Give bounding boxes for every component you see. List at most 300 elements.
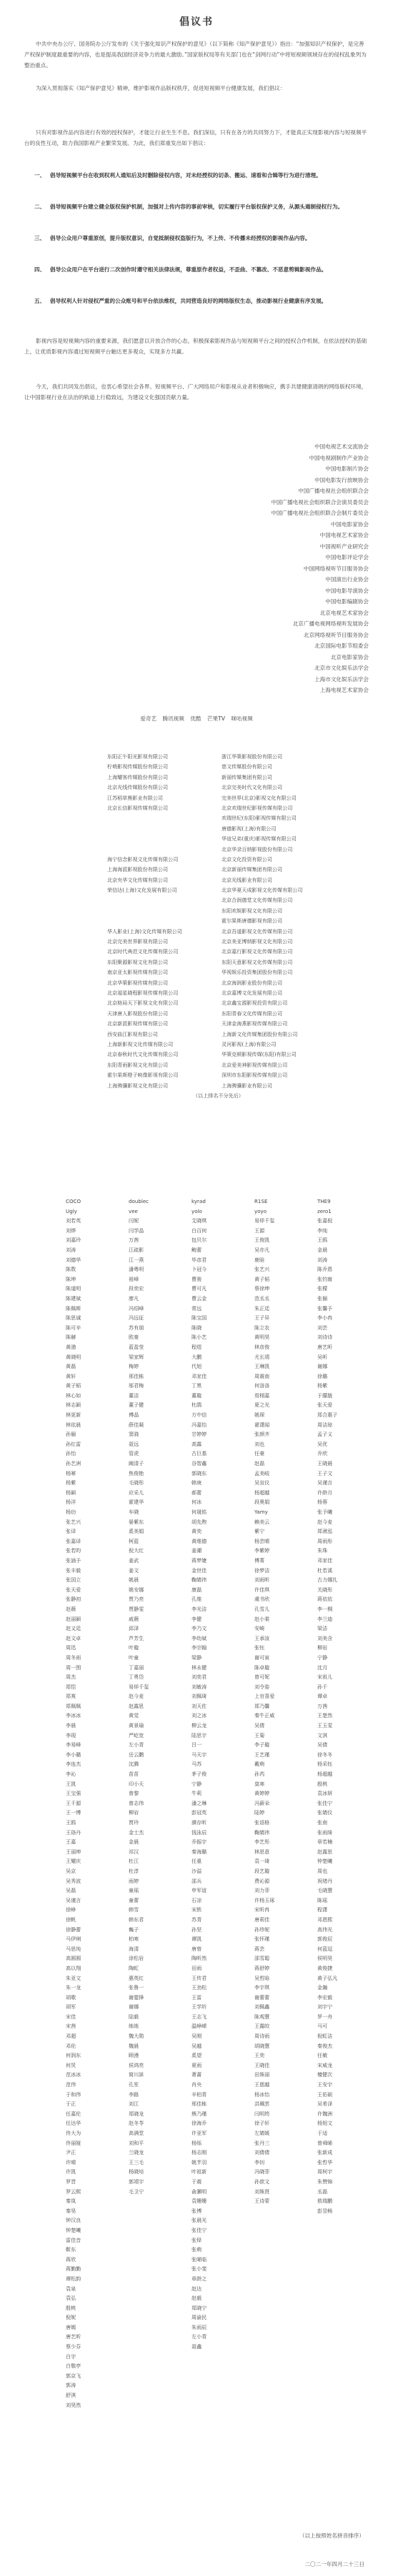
company-name: 欢瑞世纪(东阳)影视传媒有限公司: [222, 815, 297, 822]
signatory-name: 赵露思: [129, 1702, 144, 1709]
signatory-name: 王劲松: [191, 1984, 207, 1991]
company-row: [107, 773, 393, 783]
signatory-name: 冯远征: [129, 1314, 144, 1322]
signatory-name: 黄磊: [66, 1363, 76, 1370]
signatory-name: 任敏: [317, 2052, 328, 2059]
signatory-name: 姜潮: [191, 1547, 202, 1554]
signatory-name: 陈思诚: [66, 1314, 81, 1322]
company-name: 北京央华文化传媒有限公司: [107, 876, 169, 883]
proposal-number: 二、: [34, 203, 46, 210]
signatory-name: 杨紫: [66, 1479, 76, 1486]
proposal-text: 倡导公众用户尊重原创，提升版权意识，自觉抵制侵权盗版行为，不上传、不传播未经授权的影视作品内容。: [50, 235, 311, 241]
company-row: [107, 988, 393, 998]
signatory-name: 张檬: [317, 1285, 328, 1292]
signatory-name: 黄子弘凡: [317, 1974, 338, 1981]
signatory-name: 祝绪丹: [317, 1877, 333, 1884]
signatory-name: 许魏洲: [317, 2110, 333, 2117]
signatory-name: 雷佳音: [66, 2236, 81, 2243]
company-row: [107, 957, 393, 967]
signatory-name: 马可: [317, 2023, 328, 2030]
signatory-name: 孙珍妮: [254, 1926, 270, 1933]
signatory-name: 邓家佳: [191, 1372, 207, 1379]
signatory-name: 任豪: [254, 1450, 265, 1457]
signatory-name: 陈立农: [254, 1324, 270, 1331]
column-header: yolo: [191, 1207, 202, 1214]
intro-paragraph-3: 只有对影视作品内容进行有效的授权保护，才能让行业生生不息。我们深信，只有在各方的共同努力下，才能真正实现影视内容与短视频平台的良性互动，助力我国影视产业繁荣发展。为此，我们郑重发出如下倡议：: [24, 129, 367, 147]
signatory-name: 张静初: [66, 1596, 81, 1603]
signatory-name: 王千源: [66, 1799, 81, 1806]
signatory-name: 王楚然: [317, 1712, 333, 1719]
signatory-name: 张鲁一: [129, 1984, 144, 1991]
signatory-name: 袁弘: [66, 2295, 76, 2302]
signatory-name: 李宇琪: [254, 1984, 270, 1991]
signatory-name: 宋昕冉: [254, 1906, 270, 1913]
signatory-name: 徐梦洁: [254, 1566, 270, 1574]
company-row: [107, 967, 393, 977]
company-name: 江苏稻草熊影业有限公司: [107, 794, 164, 801]
signatory-name: 于震: [191, 2178, 202, 2185]
signatory-name: 杨超越: [254, 1489, 270, 1496]
company-name: 北京鑫宝源影视投资有限公司: [222, 1000, 288, 1007]
signatory-name: 张嘉倪: [317, 1217, 333, 1224]
signatory-name: 丁勇岱: [129, 1674, 144, 1681]
company-row: [107, 927, 393, 937]
signatory-name: 刘涛: [66, 1246, 76, 1253]
signatory-name: 敖瑞鹏: [317, 2198, 333, 2205]
signatory-name: 林思意: [254, 1848, 270, 1855]
company-row: [107, 803, 393, 813]
signatory-name: 张颜齐: [254, 1431, 270, 1438]
signatory-name: 孟子义: [317, 1431, 333, 1438]
signatory-name: 张若昀: [66, 1547, 81, 1554]
signatory-name: 苏有朋: [129, 1324, 144, 1331]
signatory-name: 尹正: [66, 2149, 76, 2156]
signatory-name: 陈赫: [66, 1334, 76, 1341]
signatory-name: 张怀瑾: [254, 1936, 270, 1943]
company-name: 天津金海燕影视传媒有限公司: [222, 1020, 288, 1027]
signatory-name: 程煜: [191, 1343, 202, 1350]
signatory-name: 谭凯: [191, 1936, 202, 1943]
signatory-name: 奚美娟: [129, 1528, 144, 1535]
platform-signatures: 爱奇艺 腾讯视频 优酷 芒果TV 咪咕视频: [140, 715, 253, 722]
signatory-name: 吴倩: [317, 1741, 328, 1749]
signatory-name: 肖央: [191, 2081, 202, 2088]
signatory-name: 黄婷婷: [254, 1790, 270, 1797]
company-name: 西安曲江影视有限公司: [107, 1030, 158, 1037]
signatory-name: 王子文: [317, 1469, 333, 1476]
signatory-name: 杨蓉: [317, 1499, 328, 1506]
signatory-name: 王玉雯: [317, 1722, 333, 1729]
signatory-name: 宁静: [191, 1780, 202, 1787]
signatory-name: 沈腾: [129, 1761, 139, 1768]
signatory-name: 张婧仪: [317, 1809, 333, 1816]
signatory-name: 袁一琦: [254, 1858, 270, 1865]
signatory-name: 李现: [66, 1731, 76, 1739]
signatory-name: 卜冠今: [191, 1266, 207, 1273]
company-name: 东阳正午阳光影视有限公司: [107, 753, 169, 760]
signatory-name: 唐艺昕: [317, 1343, 333, 1350]
page-title: 倡议书: [179, 16, 214, 28]
signatory-name: 孙俪: [66, 1431, 76, 1438]
company-row: [107, 1070, 393, 1080]
signatory-name: 萧蔷: [191, 2071, 202, 2078]
signatory-name: 聂远: [129, 1440, 139, 1447]
signatory-name: 钟楚曦: [66, 2226, 81, 2233]
signatory-name: 秦俊杰: [317, 2042, 333, 2049]
signatory-name: 张雨绮: [317, 1828, 333, 1836]
column-header: COCO: [66, 1198, 81, 1204]
signatory-name: 徐海乔: [191, 2120, 207, 2127]
company-name: 北京长信影视传媒有限公司: [107, 804, 169, 811]
signatory-name: 马苏: [191, 1761, 202, 1768]
signatory-name: 周也: [317, 1867, 328, 1874]
names-column-1: [66, 1197, 137, 2410]
company-row: [107, 1009, 393, 1019]
signatory-name: 李兰迪: [317, 1615, 333, 1622]
signatory-name: 周冬雨: [66, 1654, 81, 1661]
signatory-name: 王三毛: [129, 2158, 144, 2165]
signatory-name: 赵丽颖: [66, 1615, 81, 1622]
signatory-name: 林依晨: [66, 1421, 81, 1428]
company-row: [107, 824, 393, 834]
signatory-name: 刘烨: [66, 1227, 76, 1234]
signatory-name: 巍子: [129, 1926, 139, 1933]
company-name: 东阳青春文化传媒有限公司: [222, 1010, 283, 1017]
signatory-name: 孙红雷: [66, 1440, 81, 1447]
company-name: 深圳市东阳影视传媒有限公司: [222, 1072, 288, 1079]
signatory-name: 姜文: [129, 1566, 139, 1574]
signatory-name: 刘芸: [317, 1324, 328, 1331]
signatory-name: 柳云龙: [191, 1722, 207, 1729]
signatory-name: 赵小棠: [254, 1615, 270, 1622]
signatory-name: 牛莉: [191, 1790, 202, 1797]
signatory-name: 杨超越: [317, 1771, 333, 1778]
signatory-name: 张佳宁: [317, 1799, 333, 1806]
signatory-name: 傅菁: [254, 1556, 265, 1564]
signatory-name: 柳岩: [317, 1644, 328, 1651]
signatory-name: 杨冰怡: [254, 2091, 270, 2098]
signatory-name: 陈道明: [66, 1285, 81, 1292]
signatory-name: 郭俊辰: [317, 1936, 333, 1943]
signatory-name: 戴萌: [254, 1761, 265, 1768]
signatory-name: 陈小艺: [191, 1334, 207, 1341]
column-header: vee: [129, 1207, 138, 1214]
signatory-name: 罗一舟: [317, 2013, 333, 2020]
signatory-name: 刘涛: [317, 1256, 328, 1263]
company-name: 新丽传媒集团有限公司: [222, 773, 272, 780]
signatory-name: 王安宇: [317, 2081, 333, 2088]
signatory-name: 刘诗诗: [317, 1334, 333, 1341]
company-name: 上海耀客传媒股份有限公司: [107, 773, 169, 780]
signatory-name: 李乃文: [191, 1625, 207, 1632]
signatory-name: 韩东君: [129, 1916, 144, 1923]
signatory-name: 王子异: [254, 1314, 270, 1322]
signatory-name: 何洛洛: [254, 1382, 270, 1389]
signatory-name: 宋佳: [66, 2013, 76, 2020]
signatory-name: 邓伦: [66, 2042, 76, 2049]
signatory-name: 金士杰: [129, 1828, 144, 1836]
signatory-name: 何晟铭: [191, 1509, 207, 1515]
signatory-name: 范冰冰: [66, 2071, 81, 2078]
signatory-name: 金晨: [317, 1246, 328, 1253]
signatory-name: 姚安娜: [129, 1586, 144, 1593]
signatory-name: 甘婷婷: [191, 1431, 207, 1438]
signatory-name: 金晨: [129, 1838, 139, 1846]
proposal-number: 四、: [34, 266, 46, 273]
company-name: 东阳青雨影视文化有限公司: [107, 1061, 169, 1068]
signatory-name: 刘之冰: [191, 1712, 207, 1719]
signatory-name: 杨烁: [191, 2139, 202, 2146]
signatory-name: 张哲华: [317, 2158, 333, 2165]
signatory-name: 申军谊: [191, 1887, 207, 1894]
association-name: 北京国际电影节组委会: [314, 643, 369, 649]
signatory-name: 刘也: [254, 1440, 265, 1447]
signatory-name: 陈观慧: [254, 2013, 270, 2020]
signatory-name: 袁泉: [66, 2285, 76, 2292]
proposal-text: 倡导短视频平台在收到权利人通知后及时删除侵权内容，对未经授权的切条、搬运、速看和合辑等行为进行清理。: [50, 172, 322, 178]
signatory-name: 李小璐: [66, 1751, 81, 1758]
column-header: kyrad: [191, 1198, 206, 1204]
signatory-name: 黄明昊: [254, 1334, 270, 1341]
company-name: 北京嘉博文化发展有限公司: [222, 989, 283, 996]
signatory-name: 张译: [66, 1528, 76, 1535]
signatory-name: 张小斐: [191, 2265, 207, 2273]
intro-paragraph-2: 为深入贯彻落实《知产保护意见》精神，维护影视作品版权秩序，促进短视频平台健康发展，我们倡议：: [36, 85, 286, 91]
company-name: 东阳欢娱影视文化有限公司: [222, 907, 283, 914]
signatory-name: 宋威龙: [317, 2061, 333, 2068]
signatory-name: 李宏毅: [317, 1993, 333, 2001]
company-name: 北京格局天下影视文化有限公司: [107, 1000, 179, 1007]
signatory-name: 张钧甯: [317, 1275, 333, 1282]
signatory-name: 刘令姿: [254, 1683, 270, 1690]
company-name: 华策克顿影视传媒(东阳)有限公司: [222, 1051, 297, 1058]
signatory-name: 邵雪聪: [254, 1955, 270, 1962]
signatory-name: 张钰: [254, 1644, 265, 1651]
column-header: Ugly: [66, 1207, 77, 1214]
signatory-name: 吴磊: [66, 1887, 76, 1894]
signatory-name: 赵薇: [66, 1605, 76, 1612]
signatory-name: 高以翔: [66, 1964, 81, 1971]
signatory-name: 丞磊: [317, 2188, 328, 2195]
signatory-name: 罗云熙: [66, 2188, 81, 2195]
signatory-name: 倪妮: [66, 2314, 76, 2321]
company-name: 南京亚太影视传媒有限公司: [107, 969, 169, 976]
company-name: 天津唐人影视股份有限公司: [107, 1010, 169, 1017]
signatory-name: 常远: [191, 1304, 202, 1312]
signatory-name: 何炅: [66, 2061, 76, 2068]
signatory-name: 奚望: [191, 2052, 202, 2059]
signatory-name: 芦芳生: [129, 1634, 144, 1641]
association-name: 北京市文化娱乐法学会: [314, 665, 369, 671]
signatory-name: 高圆圆: [66, 1955, 81, 1962]
signatory-name: 林永健: [191, 1664, 207, 1671]
signatory-name: 吴刚: [191, 2033, 202, 2040]
company-row: [107, 1050, 393, 1060]
signatory-name: 章龄之: [191, 2275, 207, 2282]
signatory-name: 焦俊艳: [129, 1469, 144, 1476]
signatory-name: 毛晓慧: [317, 1887, 333, 1894]
signatory-name: 蔡徐坤: [254, 1285, 270, 1292]
signatory-name: 章若楠: [317, 1838, 333, 1846]
signatory-name: 惠英红: [129, 1974, 144, 1981]
signatory-name: 周柯宇: [317, 2168, 333, 2175]
signatory-name: 苗苗: [129, 1771, 139, 1778]
signatory-name: 徐璐: [317, 1372, 328, 1379]
company-row: [107, 1019, 393, 1029]
signatory-name: 柳岩: [129, 1809, 139, 1816]
signatory-name: 张萌: [191, 2246, 202, 2253]
signatory-name: 杜淳: [129, 1867, 139, 1874]
signatory-name: 张铎: [191, 2236, 202, 2243]
signatory-name: 赵毅: [191, 2295, 202, 2302]
signatory-name: 姚芊羽: [191, 2158, 207, 2165]
company-name: 灵河影视(上海)有限公司: [222, 1040, 277, 1047]
column-header: doublec: [129, 1198, 149, 1204]
signatory-name: 张天爱: [317, 1402, 333, 1409]
company-row: [107, 885, 393, 895]
signatory-name: 侯鸿亮: [129, 2061, 144, 2068]
column-header: zero1: [317, 1207, 332, 1214]
signatory-name: 涂松岩: [129, 1955, 144, 1962]
signatory-name: 陆思宇: [191, 1731, 207, 1739]
signatory-name: 徐冬冬: [317, 1751, 333, 1758]
signatory-name: 陈数: [66, 1266, 76, 1273]
signatory-name: 黄觉: [129, 1712, 139, 1719]
signatory-name: 朱珠: [317, 1547, 328, 1554]
signatory-name: 张嘉译: [66, 1537, 81, 1544]
signatory-name: 周震南: [254, 1372, 270, 1379]
signatory-name: 孙歆文: [254, 2178, 270, 2185]
company-name: 上海海派影视股份有限公司: [107, 866, 169, 873]
signatory-name: 董子健: [129, 1402, 144, 1409]
signatory-name: 罗晋: [66, 2178, 76, 2185]
signatory-name: 檀健次: [317, 2071, 333, 2078]
company-name: 北京爱美神影视传媒有限公司: [222, 1061, 288, 1068]
signatory-name: 叶童: [129, 1654, 139, 1661]
signatory-name: 尤长靖: [254, 1353, 270, 1360]
signatory-name: 彭昱畅: [317, 2207, 333, 2214]
signatory-name: 段奕宏: [129, 1285, 144, 1292]
signatory-name: 周迅: [66, 1644, 76, 1651]
signatory-name: 乔欣: [317, 1450, 328, 1457]
signatory-name: 郑合惠子: [317, 1412, 338, 1419]
signatory-name: 祁汉: [129, 1848, 139, 1855]
signatory-name: 傅晶: [129, 1412, 139, 1419]
signatory-name: 王一博: [66, 1809, 81, 1816]
signatory-name: 叶璇: [129, 1644, 139, 1651]
signatory-name: 梁静: [191, 1654, 202, 1661]
signatory-name: 王传君: [191, 1974, 207, 1981]
signatory-name: 王耀庆: [66, 1858, 81, 1865]
association-name: 中国网络视听节目服务协会: [303, 565, 369, 572]
company-row: [107, 834, 393, 844]
signatory-name: 刘力菲: [254, 1887, 270, 1894]
company-name: 北京合润德堂文化传媒有限公司: [222, 897, 293, 904]
column-header: R1SE: [254, 1198, 268, 1204]
signatory-name: 刘佩鑫: [254, 2003, 270, 2011]
signatory-name: 闫学晶: [129, 1227, 144, 1234]
signatory-name: 赵磊: [254, 1460, 265, 1467]
signatory-name: 赵今麦: [317, 1518, 333, 1525]
proposal-number: 一、: [34, 172, 46, 178]
signatory-name: 邢佳栋: [191, 2100, 207, 2108]
signatory-name: 马伊琍: [66, 1936, 81, 1943]
signatory-name: 潘之琳: [191, 1799, 207, 1806]
company-name: 华人影业(上海)文化传媒有限公司: [107, 927, 182, 935]
signatory-name: 郑佩佩: [66, 1702, 81, 1709]
signatory-name: 许亚军: [191, 2130, 207, 2136]
signatory-name: 金世佳: [191, 1566, 207, 1574]
signatory-name: 林心如: [66, 1392, 81, 1399]
signatory-name: 唐艺昕: [66, 2333, 81, 2340]
signatory-name: 张博: [191, 2207, 202, 2214]
signatory-name: 魏大勋: [129, 2033, 144, 2040]
company-name: 北京华策影视传媒有限公司: [107, 979, 169, 986]
signatory-name: 冯嘉怡: [191, 1421, 207, 1428]
signatory-name: 薛佳凝: [129, 1421, 144, 1428]
signatory-name: 白敬亭: [66, 2363, 81, 2370]
signatory-name: 白百何: [191, 1227, 207, 1234]
signatory-name: 陈坤: [66, 1275, 76, 1282]
signatory-name: 李纯: [317, 1227, 328, 1234]
signatory-name: 秦岚: [66, 2198, 76, 2205]
sort-note: （以上按照姓名拼音排序）: [299, 2532, 364, 2539]
association-name: 中国演出行业协会: [325, 576, 369, 583]
signatory-name: 于和伟: [66, 2091, 81, 2098]
signatory-name: 王菊: [254, 1731, 265, 1739]
signatory-name: 孙艺洲: [66, 1460, 81, 1467]
document-date: 二〇二一年四月二十三日: [304, 2561, 364, 2567]
signatory-name: 秦昊: [66, 2207, 76, 2214]
signatory-name: 宋茜: [66, 2023, 76, 2030]
association-name: 中国电影导演协会: [325, 587, 369, 594]
signatory-name: 唐嫣: [66, 2323, 76, 2330]
signatory-name: 王嘉: [66, 1838, 76, 1846]
signatory-name: 张语格: [254, 1819, 270, 1826]
signatory-name: 杨采钰: [317, 1761, 333, 1768]
signatory-name: 吕一: [191, 1741, 202, 1749]
signatory-name: 李钊: [254, 2158, 265, 2165]
signatory-name: 李宗翰: [191, 1644, 207, 1651]
company-row: [107, 813, 393, 823]
signatory-name: 应采儿: [129, 1489, 144, 1496]
signatory-name: 万茜: [129, 1237, 139, 1244]
signatory-name: 陈瑶: [317, 1896, 328, 1903]
signatory-name: 徐静蕾: [66, 1926, 81, 1933]
signatory-name: 彭冠英: [191, 1809, 207, 1816]
signatory-name: 曾可妮: [254, 1674, 270, 1681]
signatory-name: 唐莉佳: [254, 1916, 270, 1923]
signatory-name: 杨芸晴: [254, 1537, 270, 1544]
signatory-name: 杨洋: [66, 1499, 76, 1506]
signatory-name: 蒋芸: [254, 1945, 265, 1952]
signatory-name: 蒋梦婕: [191, 1556, 207, 1564]
signatory-name: 曾黎: [129, 1790, 139, 1797]
signatory-name: 莫寒: [254, 1780, 265, 1787]
signatory-name: 倪大红: [129, 1547, 144, 1554]
signatory-name: 赖美云: [254, 1518, 270, 1525]
company-name: 北京吾道影视文化传媒有限公司: [222, 927, 293, 935]
signatory-name: 沙溢: [191, 1867, 202, 1874]
signatory-name: 张新成: [317, 2149, 333, 2156]
signatory-name: 高满堂: [129, 2130, 144, 2136]
closing-paragraph-2: 今天，我们共同发出倡议，也衷心希望社会各界、短视频平台、广大网络用户和影视从业者积极响应，携手共建健康清朗的网络版权环境，让中国影视行业在法治的轨道上行稳致远，为建设文化强国贡献力量。: [24, 383, 367, 401]
signatory-name: 谭卓: [317, 1693, 328, 1700]
signatory-name: 闫明筠: [254, 2110, 270, 2117]
signatory-name: 郑恺: [66, 1683, 76, 1690]
signatory-name: 安崎: [254, 1625, 265, 1632]
signatory-name: 张晨光: [191, 2217, 207, 2224]
